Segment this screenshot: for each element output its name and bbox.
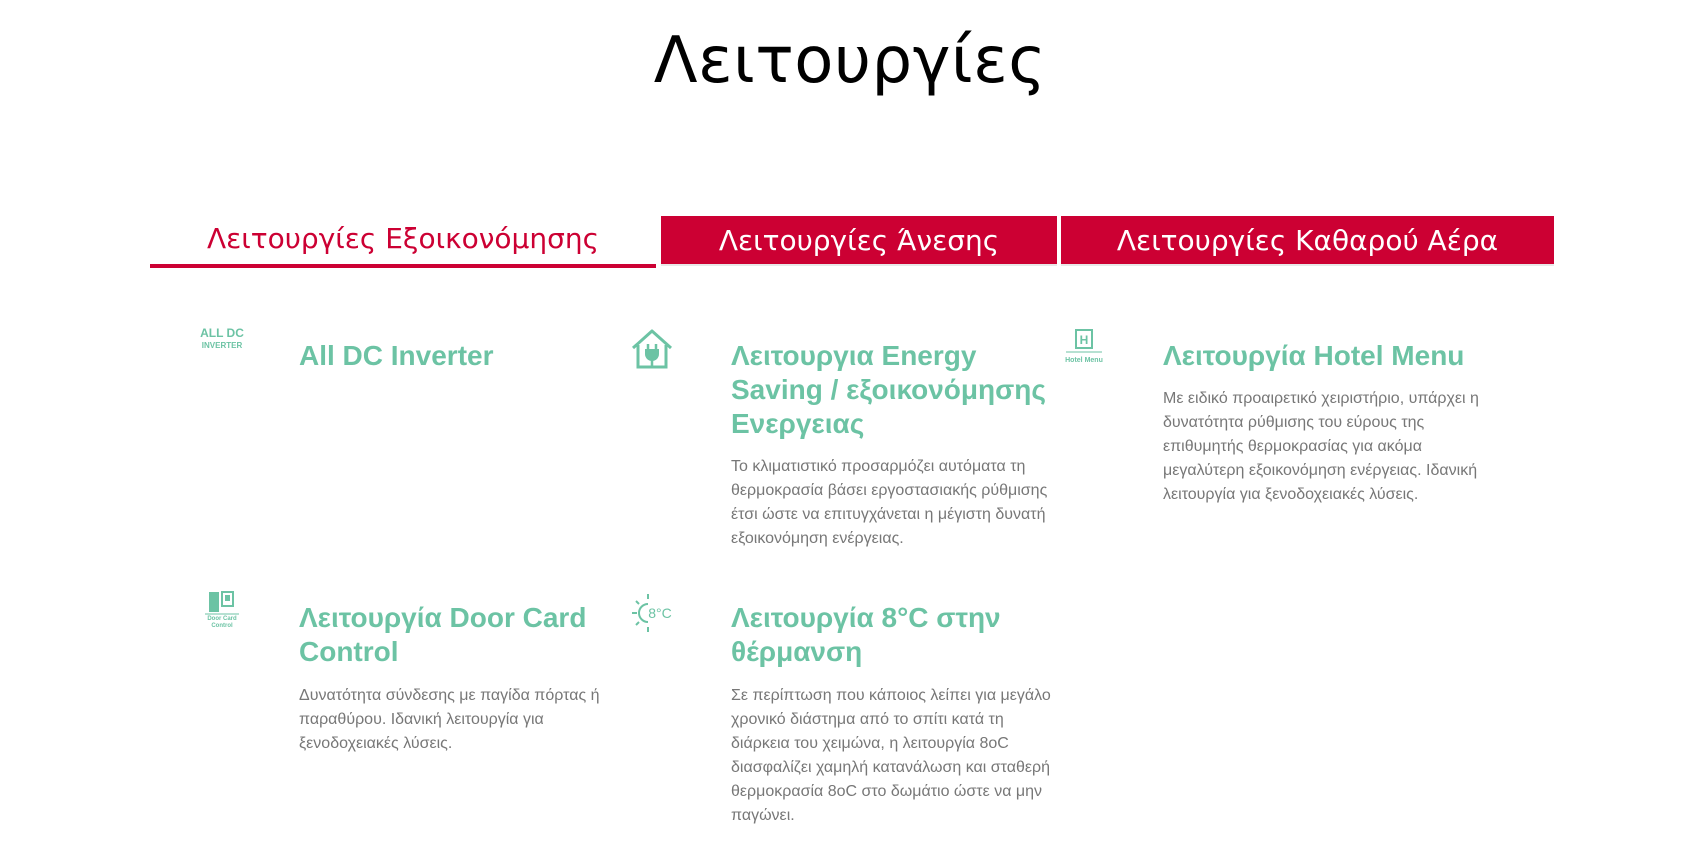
svg-text:Hotel Menu: Hotel Menu bbox=[1065, 357, 1103, 364]
hotel-menu-icon bbox=[1062, 328, 1106, 366]
feature-description: Με ειδικό προαιρετικό χειριστήριο, υπάρχει η δυνατότητα ρύθμισης του εύρους της επιθυμητής θερμοκρασίας για ακόμα μεγαλύτερη εξοικονόμηση ενέργειας. Ιδανική λειτουργία για ξενοδοχειακές λύσεις. bbox=[1163, 390, 1479, 503]
svg-text:Control: Control bbox=[211, 623, 233, 628]
door-card-control-icon bbox=[202, 590, 242, 628]
svg-text:Door Card: Door Card bbox=[207, 616, 237, 622]
feature-title: Λειτουργια Energy Saving / εξοικονόμησης Ενεργειας bbox=[731, 340, 1046, 439]
feature-tabs bbox=[150, 216, 1554, 270]
feature-title: Λειτουργία Door Card Control bbox=[299, 602, 587, 667]
svg-text:H: H bbox=[1079, 333, 1089, 347]
feature-description: Το κλιματιστικό προσαρμόζει αυτόματα τη θερμοκρασία βάσει εργοστασιακής ρύθμισης έτσι ώστε να επιτυγχάνεται η μέγιστη δυνατή εξοικονόμηση ενέργειας. bbox=[731, 458, 1048, 547]
energy-saving-house-icon bbox=[630, 328, 674, 370]
feature-title: Λειτουργία 8°C στην θέρμανση bbox=[731, 602, 1001, 667]
feature-description: Δυνατότητα σύνδεσης με παγίδα πόρτας ή παραθύρου. Ιδανική λειτουργία για ξενοδοχειακές λύσεις. bbox=[299, 687, 600, 752]
dc-inverter-icon bbox=[197, 324, 247, 354]
tab-clean-air[interactable]: Λειτουργίες Καθαρού Αέρα bbox=[1061, 216, 1554, 264]
svg-text:ALL DC: ALL DC bbox=[200, 326, 244, 340]
feature-title: All DC Inverter bbox=[299, 340, 494, 371]
svg-text:8°C: 8°C bbox=[648, 605, 672, 621]
feature-title: Λειτουργία Hotel Menu bbox=[1163, 340, 1465, 371]
tab-energy-saving[interactable]: Λειτουργίες Εξοικονόμησης bbox=[150, 216, 656, 268]
feature-description: Σε περίπτωση που κάποιος λείπει για μεγάλο χρονικό διάστημα από το σπίτι κατά τη διάρκεια του χειμώνα, η λειτουργία 8oC διασφαλίζει χαμηλή κατανάλωση και σταθερή θερμοκρασία 8oC στο δωμάτιο ώστε να μην παγώνει. bbox=[731, 687, 1051, 824]
heating-8c-icon bbox=[630, 592, 676, 632]
svg-text:INVERTER: INVERTER bbox=[201, 341, 243, 350]
tab-comfort[interactable]: Λειτουργίες Άνεσης bbox=[661, 216, 1057, 264]
page-title: Λειτουργίες bbox=[653, 24, 1047, 98]
